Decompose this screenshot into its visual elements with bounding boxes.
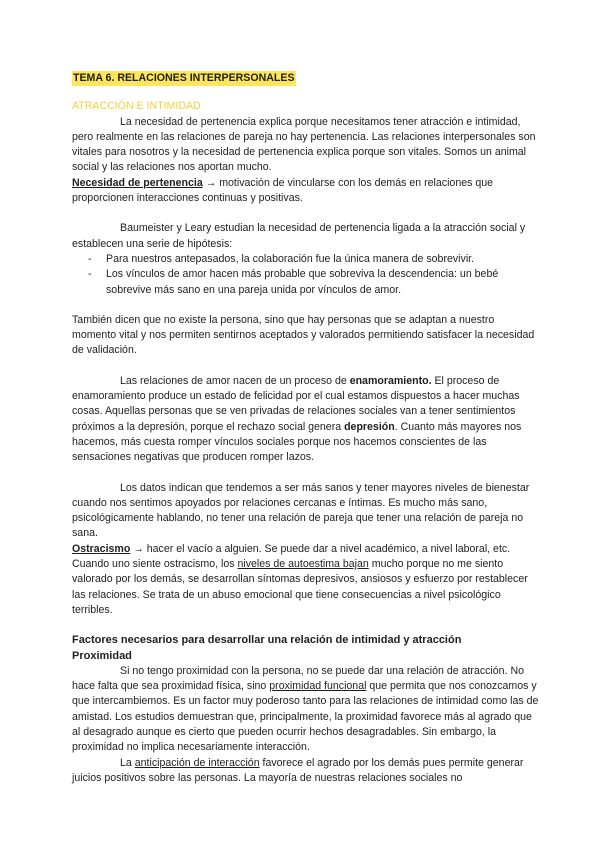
underline-anticipacion: anticipación de interacción — [134, 756, 260, 769]
bold-depresion: depresión — [344, 420, 395, 433]
paragraph-proximidad: Si no tengo proximidad con la persona, no se puede dar una relación de atracción. No hace falta que sea proximidad física, sino proximidad funcional que permita que nos conozcamos y que intercambiemos. Es un factor muy poderoso tanto para las relaciones de intimidad como las de amistad. Los estudios demuestran que, principalmente, la proximidad favorece más al agrado que al desagrado aunque es cierto que pueden ocurrir hechos desagradables. Sin embargo, la proximidad no implica necesariamente interacción. — [72, 664, 539, 754]
paragraph-bienestar: Los datos indican que tendemos a ser más sanos y tener mayores niveles de bienestar cuando nos sentimos apoyados por relaciones cercanas e íntimas. Es mucho más sano, psicológicamente hablando, no tener una relación de pareja que tener una relación de pareja no sana. — [72, 481, 530, 540]
definition-ostracismo: Ostracismo → hacer el vacío a alguien. Se puede dar a nivel académico, a nivel laboral, etc. Cuando uno siente ostracismo, los niveles de autoestima bajan mucho porque no me siento valorado por los demás, se desarrollan síntomas depresivos, ansiosos y esfuerzo por restablecer las relaciones. Se trata de un abuso emocional que tiene consecuencias a nivel psicológico terribles. — [72, 542, 528, 616]
factors-heading: Factores necesarios para desarrollar una relación de intimidad y atracción — [72, 634, 462, 647]
dash-bullet: - — [88, 268, 92, 281]
document-title: TEMA 6. RELACIONES INTERPERSONALES — [72, 71, 296, 86]
term-necesidad: Necesidad de pertenencia — [72, 176, 203, 189]
paragraph-anticipacion: La anticipación de interacción favorece el agrado por los demás pues permite generar juicios positivos sobre las personas. La mayoría de nuestras relaciones sociales no — [72, 756, 524, 784]
list-item: - Para nuestros antepasados, la colaboración fue la única manera de sobrevivir. — [106, 252, 540, 267]
list-item: - Los vínculos de amor hacen más probable que sobreviva la descendencia: un bebé sobrevive más sano en una pareja unida por vínculos de amor. — [88, 268, 499, 296]
paragraph-validacion: También dicen que no existe la persona, sino que hay personas que se adaptan a nuestro momento vital y nos permiten sentirnos aceptados y valorados permitiendo satisfacer la necesidad de validación. — [72, 313, 535, 357]
paragraph-enamoramiento: Las relaciones de amor nacen de un proceso de enamoramiento. El proceso de enamoramiento produce un estado de felicidad por el cual estamos dispuestos a hacer muchas cosas. Aquellas personas que se ven privadas de relaciones sociales van a tener sentimientos próximos a la depresión, porque el rechazo social genera depresión. Cuanto más mayores nos hacemos, más cuesta romper vínculos sociales porque nos hacemos conscientes de las sensaciones negativas que producen romper lazos. — [72, 374, 522, 464]
proximity-heading: Proximidad — [72, 649, 132, 662]
underline-autoestima: niveles de autoestima bajan — [237, 558, 369, 571]
section-title-attraction: ATRACCIÓN E INTIMIDAD — [72, 100, 201, 113]
dash-bullet: - — [88, 252, 92, 265]
definition-necesidad-text: → motivación de vincularse con los demás en relaciones que proporcionen interacciones continuas y positivas. — [72, 176, 494, 205]
paragraph-baumeister: Baumeister y Leary estudian la necesidad de pertenencia ligada a la atracción social y establecen una serie de hipótesis: — [72, 222, 526, 250]
paragraph-pertenencia: La necesidad de pertenencia explica porque necesitamos tener atracción e intimidad, pero realmente en las relaciones de pareja no hay pertenencia. Las relaciones interpersonales son vitales para nosotros y la necesidad de pertenencia explica porque son vitales. Somos un animal social y las relaciones nos aportan mucho. — [72, 115, 536, 174]
term-ostracismo: Ostracismo — [72, 542, 131, 555]
bold-enamoramiento: enamoramiento. — [349, 374, 432, 387]
hypotheses-list — [72, 252, 540, 298]
definition-necesidad — [72, 176, 540, 207]
underline-proximidad-funcional: proximidad funcional — [269, 680, 367, 693]
